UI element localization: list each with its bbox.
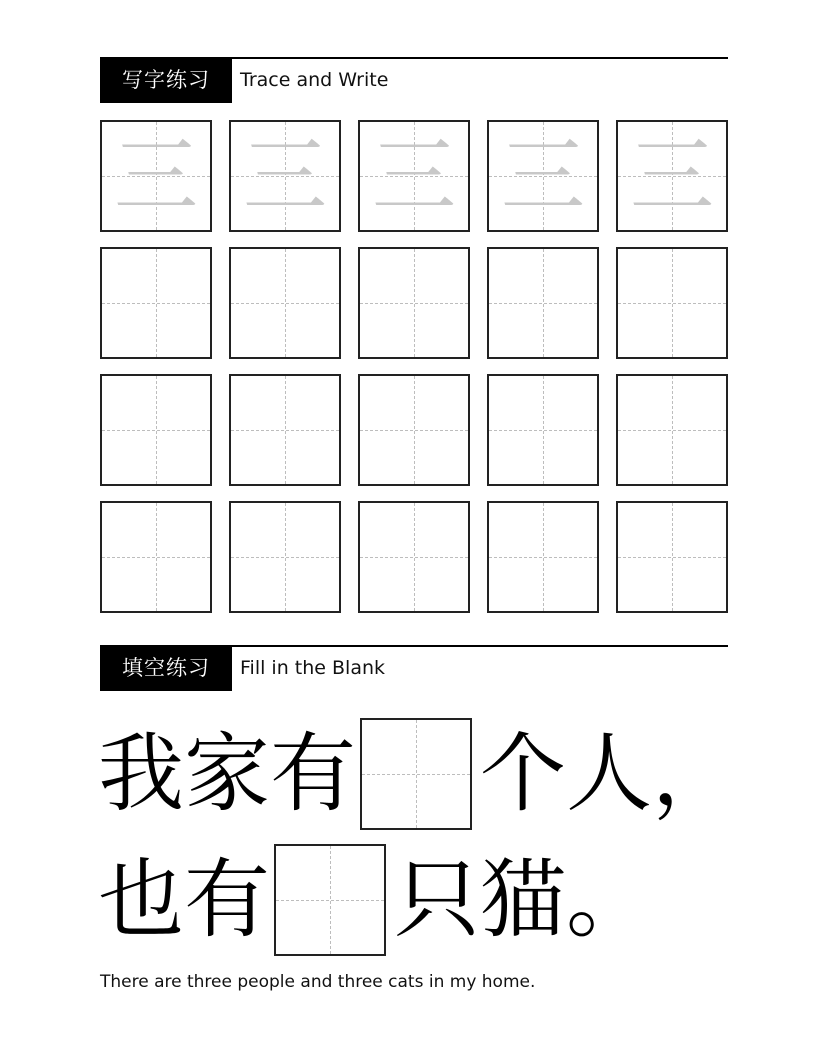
writing-cell[interactable]: [358, 374, 470, 486]
writing-cell[interactable]: [616, 374, 728, 486]
sentence-text: 个人，: [480, 724, 738, 824]
writing-cell[interactable]: [229, 247, 341, 359]
trace-section-label-zh: 写字练习: [100, 57, 232, 103]
sentence-line-2: [98, 844, 652, 956]
writing-cell[interactable]: [229, 374, 341, 486]
trace-section-header: [100, 57, 728, 103]
fill-section-label-zh: 填空练习: [100, 645, 232, 691]
writing-cell[interactable]: [100, 247, 212, 359]
writing-cell[interactable]: [358, 501, 470, 613]
blank-box[interactable]: [274, 844, 386, 956]
trace-cell[interactable]: [487, 120, 599, 232]
trace-character: 三: [371, 127, 456, 225]
writing-cell[interactable]: [487, 501, 599, 613]
trace-section-label-en: Trace and Write: [240, 69, 389, 91]
fill-section-label-en: Fill in the Blank: [240, 657, 386, 679]
trace-cell[interactable]: [358, 120, 470, 232]
writing-cell[interactable]: [616, 501, 728, 613]
translation: There are three people and three cats in my home.: [100, 972, 536, 992]
sentence-line-1: [98, 718, 738, 830]
sentence-text: 我家有: [98, 724, 356, 824]
trace-cell[interactable]: [616, 120, 728, 232]
trace-character: 三: [113, 127, 198, 225]
writing-cell[interactable]: [229, 501, 341, 613]
trace-character: 三: [629, 127, 714, 225]
writing-cell[interactable]: [100, 374, 212, 486]
trace-character: 三: [242, 127, 327, 225]
trace-cell[interactable]: [100, 120, 212, 232]
sentence-text: 也有: [98, 850, 270, 950]
fill-section-header: [100, 645, 728, 691]
trace-cell[interactable]: [229, 120, 341, 232]
writing-cell[interactable]: [487, 374, 599, 486]
blank-box[interactable]: [360, 718, 472, 830]
writing-cell[interactable]: [487, 247, 599, 359]
trace-character: 三: [500, 127, 585, 225]
writing-cell[interactable]: [616, 247, 728, 359]
writing-cell[interactable]: [100, 501, 212, 613]
sentence-text: 只猫。: [394, 850, 652, 950]
writing-cell[interactable]: [358, 247, 470, 359]
